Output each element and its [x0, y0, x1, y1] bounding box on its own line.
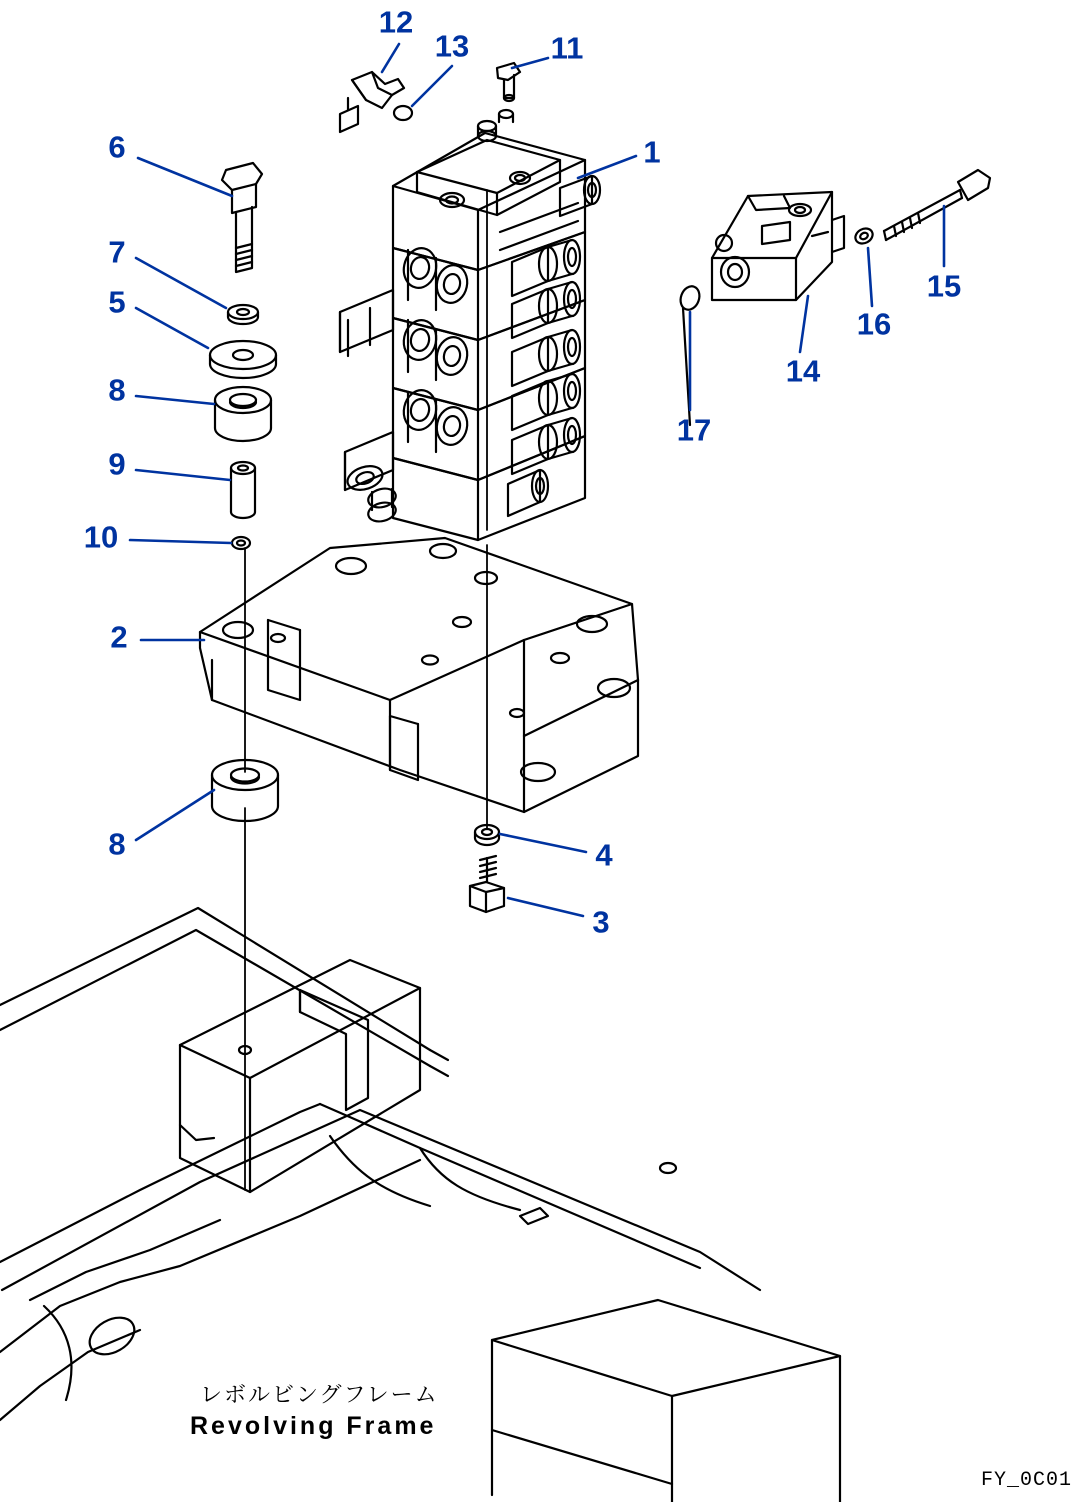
washer-10: [232, 537, 250, 549]
callout-13: 13: [434, 28, 470, 64]
callout-11: 11: [550, 30, 584, 66]
callout-6: 6: [108, 129, 126, 165]
bushing-8-upper: [215, 387, 271, 441]
valve-ports: [508, 176, 600, 516]
callout-2: 2: [110, 619, 128, 655]
callout-14: 14: [785, 353, 821, 389]
fitting-12: [340, 72, 404, 132]
callout-15: 15: [926, 268, 962, 304]
callout-4: 4: [595, 837, 613, 873]
collar-9: [231, 462, 255, 518]
sheet-code: FY_0C01: [980, 1469, 1072, 1492]
callout-5: 5: [108, 284, 126, 320]
nut-3: [470, 856, 504, 912]
mount-plate-2: [200, 538, 638, 812]
callout-8-upper: 8: [108, 372, 126, 408]
washer-16: [853, 226, 875, 247]
plug-11: [497, 63, 520, 101]
callout-16: 16: [856, 306, 892, 342]
caption-japanese: レボルビングフレーム: [200, 1382, 439, 1407]
callout-3: 3: [592, 904, 610, 940]
callout-8-lower: 8: [108, 826, 126, 862]
washer-5: [210, 341, 276, 378]
valve-block-14: [712, 192, 844, 300]
washer-4: [475, 825, 499, 845]
long-bolt-15: [884, 170, 990, 240]
pin-13: [394, 106, 412, 120]
callout-9: 9: [108, 446, 126, 482]
washer-7: [228, 305, 258, 324]
callout-1: 1: [643, 134, 661, 170]
callout-7: 7: [108, 234, 126, 270]
control-valve-assembly: [340, 110, 600, 540]
caption-english: Revolving Frame: [190, 1412, 437, 1440]
bolt-6: [222, 163, 262, 272]
callout-12: 12: [378, 4, 414, 40]
callout-10: 10: [83, 519, 119, 555]
callout-17: 17: [676, 412, 712, 448]
